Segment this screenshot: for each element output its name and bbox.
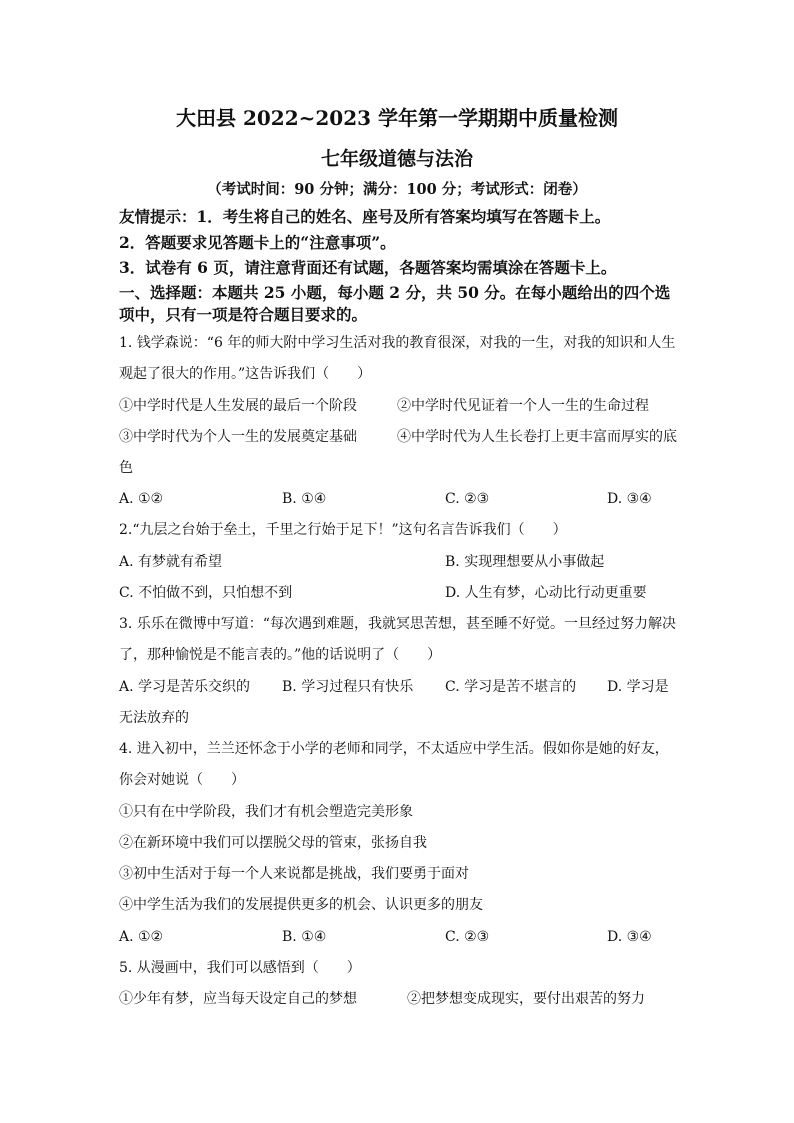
q2-option-d: D. 人生有梦，心动比行动更重要 <box>445 585 647 601</box>
q4-statement-2: ②在新环境中我们可以摆脱父母的管束，张扬自我 <box>119 835 427 851</box>
q1-statement-4: ④中学时代为人生长卷打上更丰富而厚实的底 <box>397 429 677 445</box>
q4-option-d: D. ③④ <box>607 929 652 945</box>
q4-stem-line-2: 你会对她说（ ） <box>119 772 245 788</box>
q1-option-b: B. ①④ <box>282 491 327 507</box>
q3-option-c: C. 学习是苦不堪言的 <box>445 679 577 695</box>
q1-stem-line-2: 观起了很大的作用。”这告诉我们（ ） <box>119 366 372 382</box>
q1-stem-line-1: 1. 钱学森说：“6 年的师大附中学习生活对我的教育很深，对我的一生，对我的知识和人生 <box>119 335 676 351</box>
q2-stem: 2.“九层之台始于垒土，千里之行始于足下！”这句名言告诉我们（ ） <box>119 522 567 538</box>
exam-info: （考试时间：90 分钟；满分：100 分；考试形式：闭卷） <box>207 181 587 198</box>
q4-option-c: C. ②③ <box>445 929 490 945</box>
q2-option-c: C. 不怕做不到，只怕想不到 <box>119 585 293 601</box>
section-heading-line-1: 一、选择题：本题共 25 小题，每小题 2 分，共 50 分。在每小题给出的四个选 <box>119 283 671 302</box>
q1-statement-1: ①中学时代是人生发展的最后一个阶段 <box>119 398 357 414</box>
q4-stem-line-1: 4. 进入初中，兰兰还怀念于小学的老师和同学，不太适应中学生活。假如你是她的好友， <box>119 741 669 757</box>
q5-stem: 5. 从漫画中，我们可以感悟到（ ） <box>119 960 361 976</box>
q3-option-b: B. 学习过程只有快乐 <box>282 679 414 695</box>
q1-option-c: C. ②③ <box>445 491 490 507</box>
q3-option-d: D. 学习是 <box>607 679 669 695</box>
notice-line-3: 3．试卷有 6 页，请注意背面还有试题，各题答案均需填涂在答题卡上。 <box>119 258 617 277</box>
notice-line-1: 友情提示：1．考生将自己的姓名、座号及所有答案均填写在答题卡上。 <box>119 207 611 226</box>
q3-stem-line-1: 3. 乐乐在微博中写道：“每次遇到难题，我就冥思苦想，甚至睡不好觉。一旦经过努力解决 <box>119 616 676 632</box>
q1-option-a: A. ①② <box>119 491 164 507</box>
q4-statement-3: ③初中生活对于每一个人来说都是挑战，我们要勇于面对 <box>119 866 469 882</box>
q3-stem-line-2: 了，那种愉悦是不能言表的。”他的话说明了（ ） <box>119 647 442 663</box>
q2-option-b: B. 实现理想要从小事做起 <box>445 554 605 570</box>
q3-option-a: A. 学习是苦乐交织的 <box>119 679 251 695</box>
section-heading-line-2: 项中，只有一项是符合题目要求的。 <box>119 305 368 324</box>
q1-option-d: D. ③④ <box>607 491 652 507</box>
q5-statement-2: ②把梦想变成现实，要付出艰苦的努力 <box>407 991 645 1007</box>
q5-statement-1: ①少年有梦，应当每天设定自己的梦想 <box>119 991 357 1007</box>
exam-title: 大田县 2022~2023 学年第一学期期中质量检测 <box>175 106 618 130</box>
q1-statement-2: ②中学时代见证着一个人一生的生命过程 <box>397 398 649 414</box>
q1-statement-3: ③中学时代为个人一生的发展奠定基础 <box>119 429 357 445</box>
q4-statement-1: ①只有在中学阶段，我们才有机会塑造完美形象 <box>119 804 413 820</box>
q2-option-a: A. 有梦就有希望 <box>119 554 223 570</box>
q4-option-b: B. ①④ <box>282 929 327 945</box>
q1-statement-4-cont: 色 <box>119 460 133 476</box>
exam-subject: 七年级道德与法治 <box>320 148 473 170</box>
notice-line-2: 2．答题要求见答题卡上的“注意事项”。 <box>119 233 396 252</box>
q4-option-a: A. ①② <box>119 929 164 945</box>
q3-option-d-cont: 无法放弃的 <box>119 710 189 726</box>
q4-statement-4: ④中学生活为我们的发展提供更多的机会、认识更多的朋友 <box>119 897 483 913</box>
